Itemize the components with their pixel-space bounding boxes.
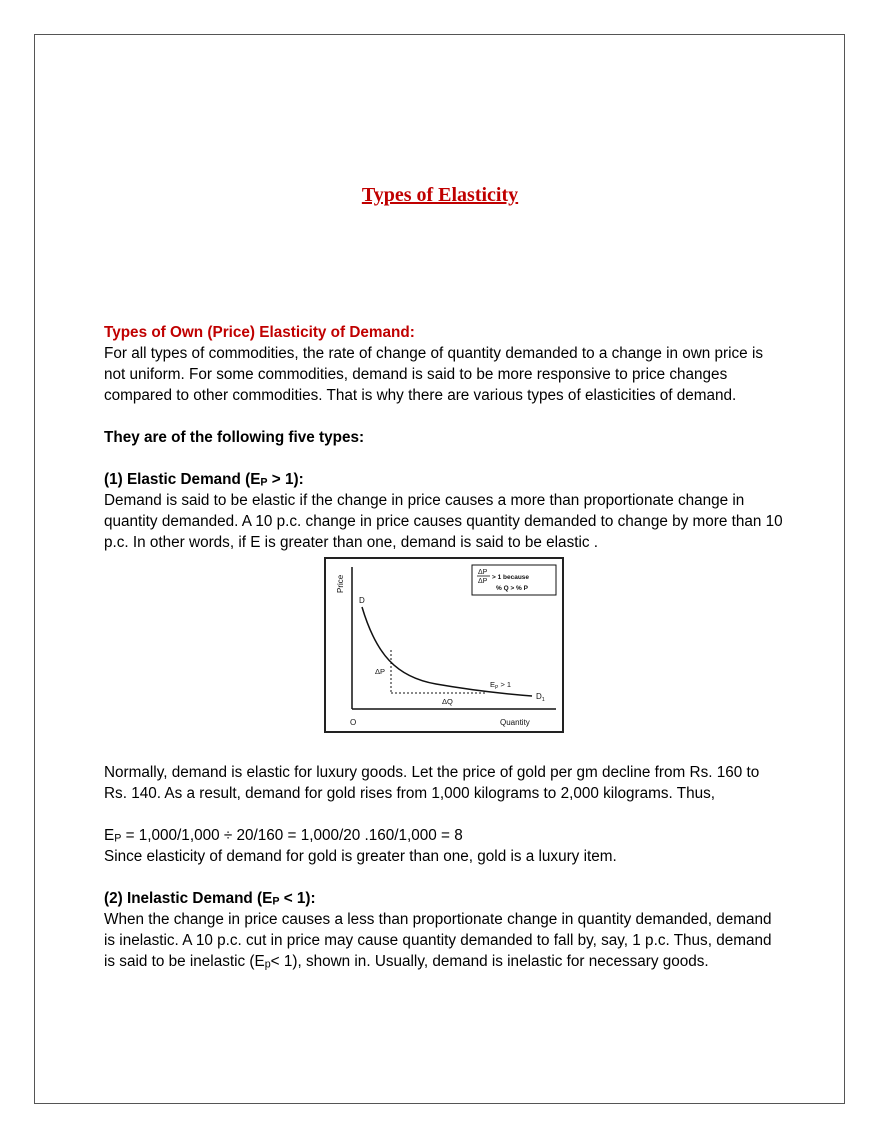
luxury-paragraph: Normally, demand is elastic for luxury goods. Let the price of gold per gm decline from Rs. 160 to Rs. 140. As a result, demand for gold rises from 1,000 kilograms to 2,000 kilograms. Thus,	[104, 764, 760, 802]
luxury-conclusion: Since elasticity of demand for gold is greater than one, gold is a luxury item.	[104, 848, 617, 865]
y-axis-label: Price	[336, 574, 345, 593]
legend-num: ΔP	[478, 569, 488, 576]
curve-label-d: D	[359, 596, 365, 605]
legend-text-2: % Q > % P	[496, 585, 528, 592]
origin-label: O	[350, 718, 357, 727]
intro-paragraph: For all types of commodities, the rate of change of quantity demanded to a change in own price is not uniform. For some commodities, demand is said to be more responsive to price changes compared to other commodities. That is why there are various types of elasticities of demand.	[104, 345, 763, 404]
legend-den: ΔP	[478, 578, 488, 585]
upper-content	[104, 322, 784, 553]
inelastic-heading: (2) Inelastic Demand $(E_P < 1)$:	[104, 890, 316, 908]
ep-label: $E_P > 1$	[490, 680, 512, 691]
page-title: Types of Elasticity	[361, 184, 519, 206]
curve-label-d1: $D_1$	[536, 692, 545, 703]
section-heading: Types of Own (Price) Elasticity of Demand:	[104, 324, 415, 341]
x-axis-label: Quantity	[500, 718, 530, 727]
elastic-demand-figure	[324, 557, 564, 733]
types-heading: They are of the following five types:	[104, 429, 365, 446]
elasticity-formula: $E_P = 1,000/1,000 \div 20/160 = 1,000/20$ .160/1,000 = 8	[104, 827, 463, 845]
elastic-body: Demand is said to be elastic if the change in price causes a more than proportionate change in quantity demanded. A 10 p.c. change in price causes quantity demanded to change by more than 10 p.c. In other words, if E is greater than one, demand is said to be elastic .	[104, 492, 783, 551]
delta-p-label: ΔP	[375, 667, 386, 676]
legend-text-1: > 1 because	[492, 574, 530, 581]
elastic-heading: (1) Elastic Demand $(E_P > 1)$:	[104, 471, 304, 489]
delta-q-label: ΔQ	[442, 697, 453, 706]
inelastic-body: When the change in price causes a less than proportionate change in quantity demanded, demand is inelastic. A 10 p.c. cut in price may cause quantity demanded to fall by, say, 1 p.c. Thus, demand is said to be inelastic $(E_p< 1)$, shown in. Usually, demand is inelastic for necessary goods.	[104, 911, 772, 971]
lower-content	[104, 762, 784, 972]
